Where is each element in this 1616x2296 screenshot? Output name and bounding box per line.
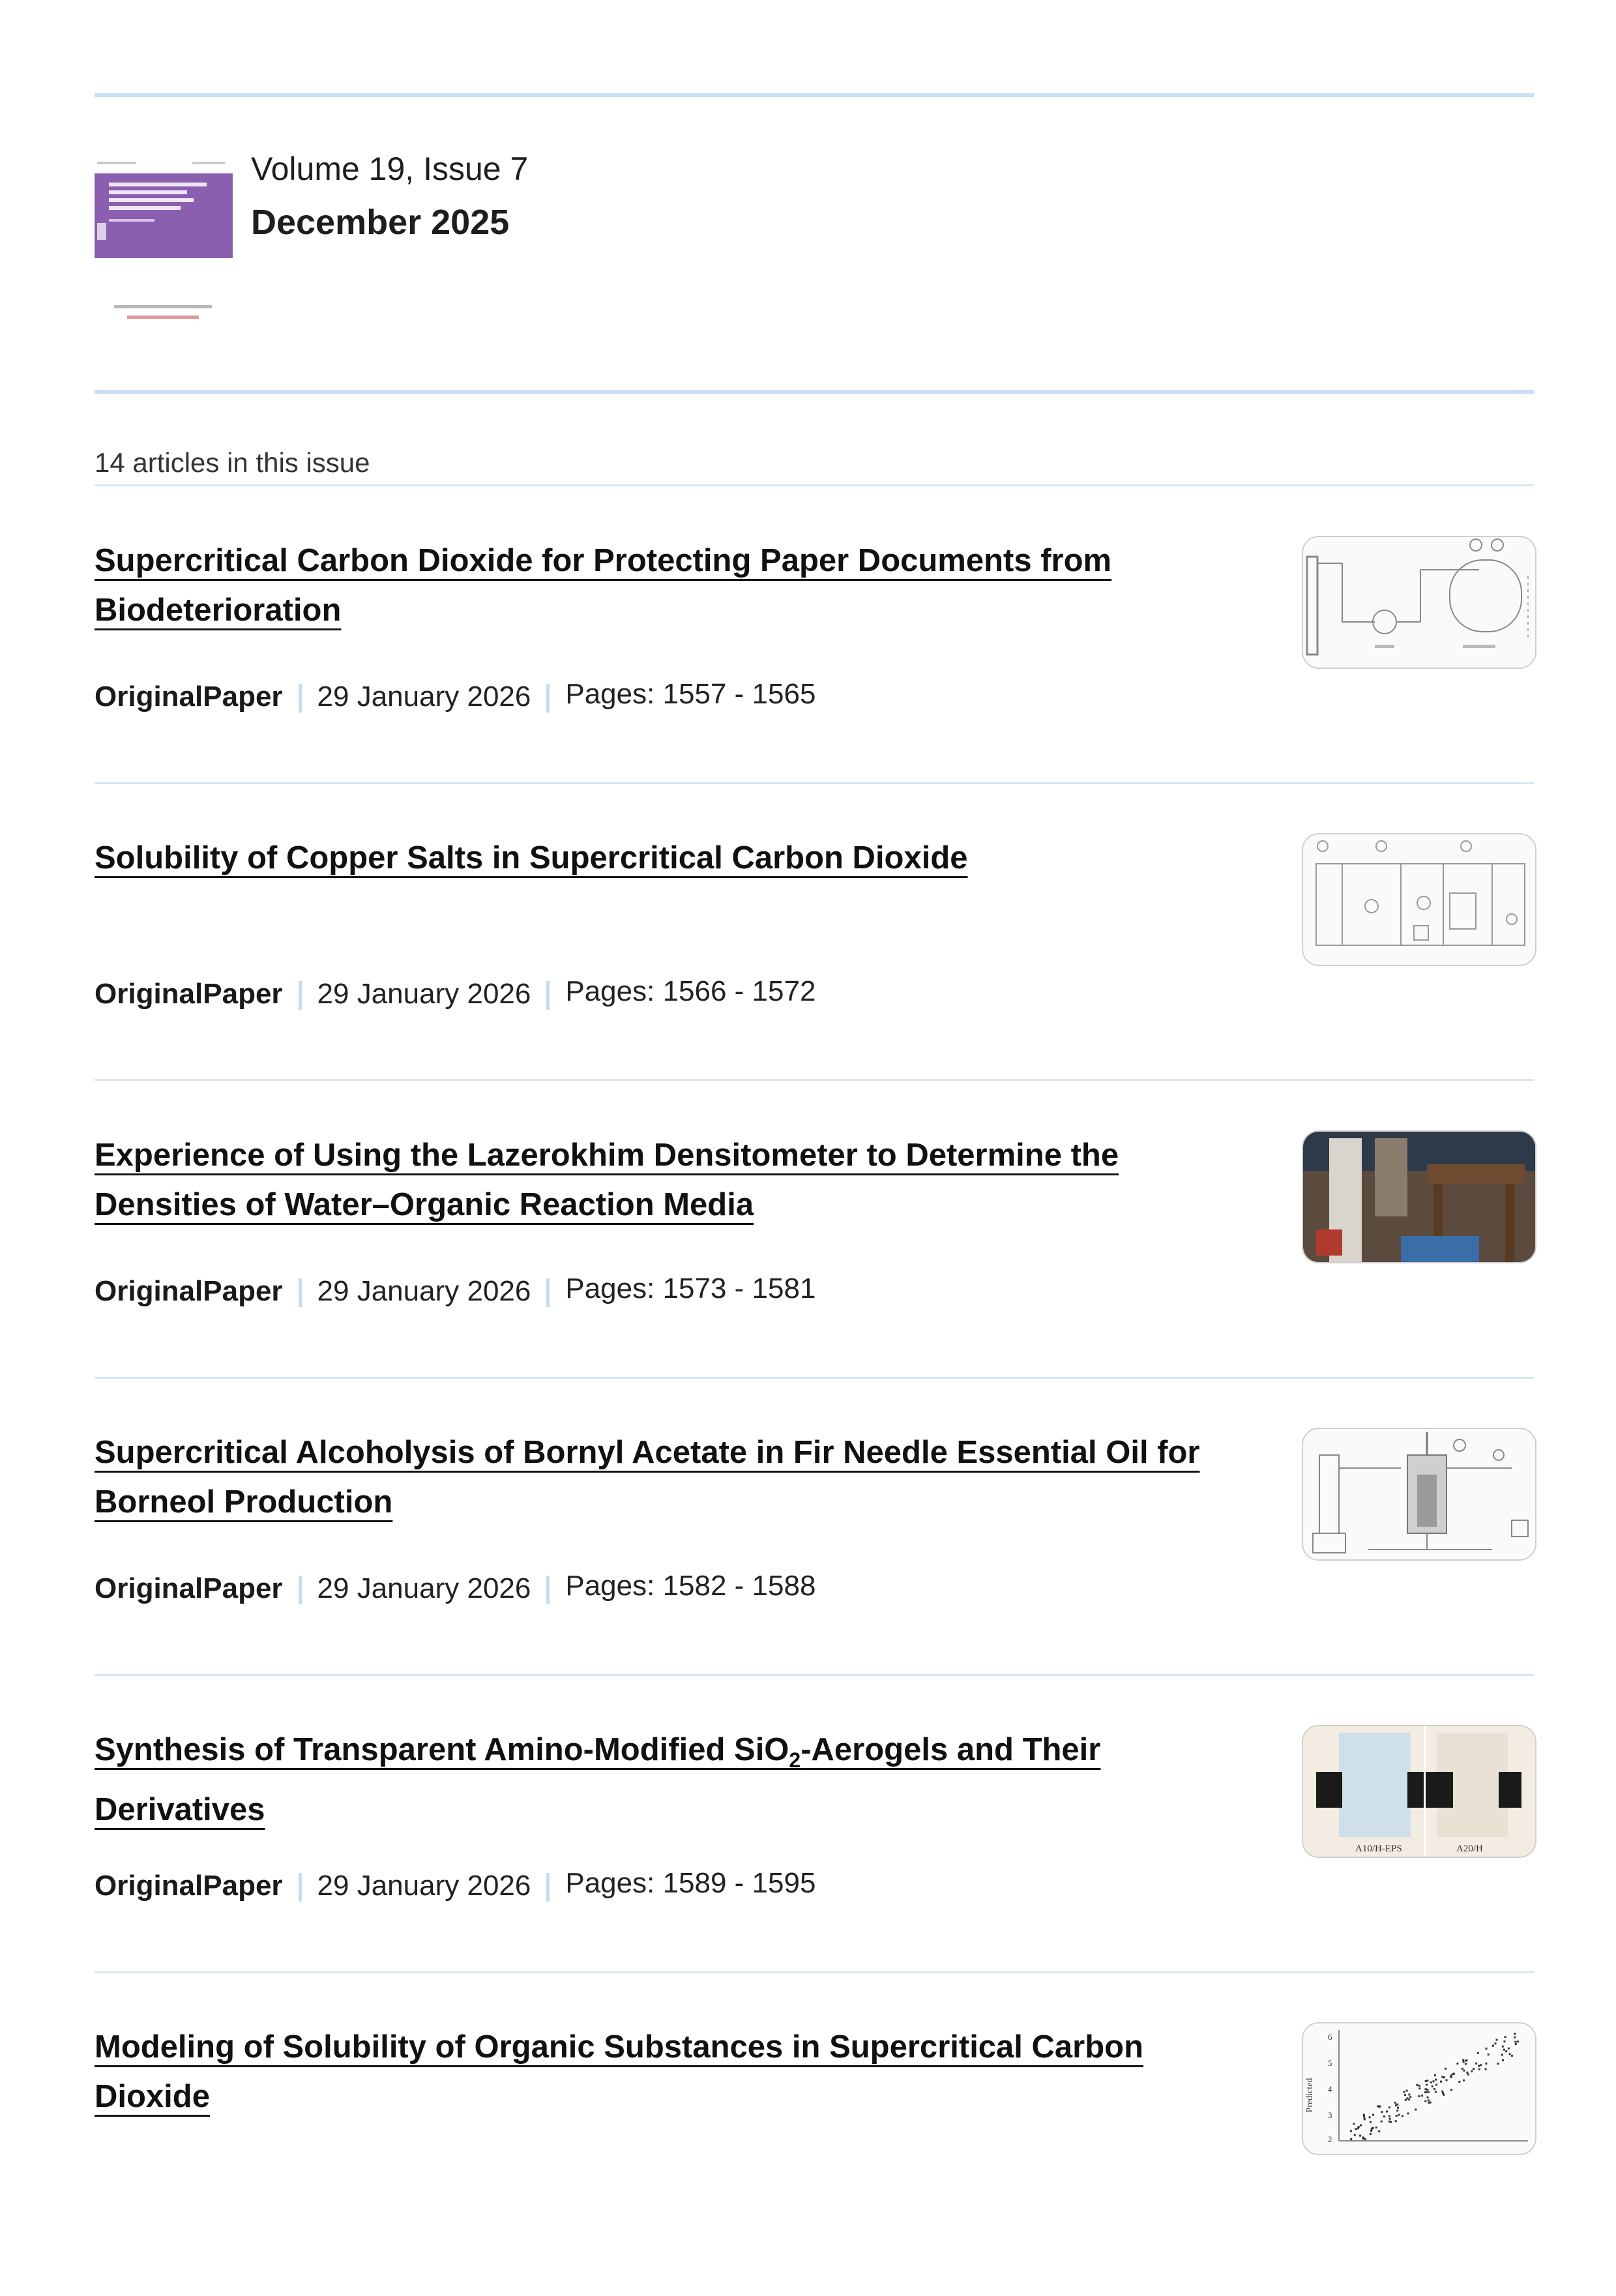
article-date: 29 January 2026 [317,681,531,713]
scatter-point [1514,2033,1516,2035]
article-date: 29 January 2026 [317,1870,531,1902]
svg-text:5: 5 [1328,2058,1332,2068]
scatter-point [1456,2063,1458,2065]
scatter-point [1505,2036,1506,2038]
article-title-link[interactable]: Supercritical Carbon Dioxide for Protecting Paper Documents from Biodeterioration [95,543,1112,628]
scatter-point [1466,2072,1468,2074]
scatter-point [1427,2097,1429,2098]
article-divider [95,1377,1534,1379]
scatter-point [1421,2095,1423,2097]
scatter-point [1426,2089,1428,2091]
scatter-point [1358,2126,1360,2128]
scatter-point [1353,2123,1355,2125]
article-date: 29 January 2026 [317,1275,531,1307]
scatter-point [1396,2104,1398,2106]
scatter-point [1458,2081,1460,2083]
scatter-point [1467,2074,1469,2076]
article-item [95,2022,1534,2296]
scatter-point [1424,2091,1426,2093]
article-title-link[interactable]: Experience of Using the Lazerokhim Densitometer to Determine the Densities of Water–Organic Reaction Media [95,1138,1119,1222]
issue-volume: Volume 19, Issue 7 [251,151,529,187]
header-divider [95,390,1534,394]
apparatus-diagram-thumbnail[interactable] [1302,536,1536,669]
scatter-plot-thumbnail[interactable] [1302,2022,1536,2155]
article-pages: Pages: 1557 - 1565 [565,678,816,710]
scatter-point [1428,2091,1430,2093]
article-title-link[interactable]: Supercritical Alcoholysis of Bornyl Acetate in Fir Needle Essential Oil for Borneol Production [95,1435,1200,1520]
scatter-point [1416,2084,1418,2086]
article-title-link[interactable]: Solubility of Copper Salts in Supercritical Carbon Dioxide [95,840,968,876]
scatter-point [1433,2080,1435,2082]
scatter-point [1370,2130,1372,2132]
scatter-point [1465,2063,1467,2065]
scatter-point [1430,2082,1432,2083]
article-title-link[interactable]: Synthesis of Transparent Amino-Modified SiO$_2$-Aerogels and Their Derivatives [95,1732,1101,1827]
scatter-point [1397,2107,1399,2109]
svg-text:2: 2 [1328,2134,1332,2144]
scatter-point [1462,2059,1464,2061]
scatter-point [1398,2114,1400,2116]
scatter-point [1381,2111,1383,2113]
scatter-point [1372,2127,1374,2129]
scatter-point [1364,2119,1366,2121]
issue-header [95,150,1534,332]
scatter-point [1495,2042,1497,2044]
article-pages: Pages: 1566 - 1572 [565,975,816,1007]
scatter-point [1383,2115,1385,2117]
article-date: 29 January 2026 [317,1572,531,1604]
article-meta [95,975,816,1010]
article-type: OriginalPaper [95,681,283,713]
scatter-point [1350,2130,1352,2132]
scatter-point [1503,2049,1505,2051]
article-pages: Pages: 1573 - 1581 [565,1273,816,1304]
scatter-point [1514,2037,1516,2038]
article-item [95,536,1534,810]
reactor-diagram-thumbnail[interactable] [1302,1428,1536,1561]
scatter-point [1388,2106,1390,2108]
scatter-point [1443,2076,1445,2078]
scatter-point [1441,2076,1443,2078]
scatter-point [1432,2085,1433,2087]
scatter-point [1452,2073,1454,2075]
scatter-point [1350,2138,1352,2140]
scatter-point [1408,2094,1410,2096]
article-type: OriginalPaper [95,1572,283,1604]
scatter-point [1426,2080,1428,2082]
article-meta [95,1572,815,1605]
scatter-point [1465,2059,1467,2061]
scatter-point [1473,2068,1475,2070]
scatter-point [1471,2070,1473,2072]
article-pages: Pages: 1582 - 1588 [565,1570,816,1602]
svg-text:4: 4 [1328,2084,1332,2094]
scatter-point [1450,2089,1452,2091]
scatter-point [1364,2138,1366,2140]
scatter-point [1355,2128,1357,2130]
scatter-point [1425,2080,1427,2082]
scatter-point [1514,2041,1516,2043]
scatter-point [1375,2127,1377,2128]
scatter-point [1402,2115,1403,2117]
scatter-point [1486,2048,1488,2050]
scatter-point [1360,2125,1362,2127]
scatter-point [1492,2045,1494,2047]
scatter-point [1370,2133,1372,2135]
article-item [95,1725,1534,1999]
scatter-point [1370,2121,1372,2123]
scatter-point [1388,2115,1390,2117]
scatter-point [1480,2064,1482,2066]
scatter-point [1362,2137,1364,2139]
svg-text:3: 3 [1328,2110,1332,2120]
article-divider [95,1971,1534,1973]
article-divider [95,1674,1534,1676]
svg-text:6: 6 [1328,2032,1332,2042]
scatter-point [1395,2120,1397,2122]
count-divider [95,484,1534,486]
article-count: 14 articles in this issue [95,447,370,478]
scatter-point [1426,2084,1428,2086]
scatter-point [1488,2053,1490,2055]
scatter-point [1485,2063,1487,2065]
scatter-point [1508,2048,1510,2050]
scatter-point [1403,2091,1405,2093]
article-meta [95,1867,816,1902]
scatter-point [1475,2063,1477,2065]
scatter-point [1496,2039,1498,2041]
scatter-point [1435,2079,1437,2081]
scatter-point [1418,2095,1420,2097]
scatter-point [1504,2040,1506,2042]
article-title-link[interactable]: Modeling of Solubility of Organic Substances in Supercritical Carbon Dioxide [95,2029,1144,2114]
scatter-point [1443,2094,1445,2096]
scatter-point [1394,2102,1396,2104]
scatter-point [1502,2046,1504,2048]
scatter-point [1396,2115,1398,2117]
article-type: OriginalPaper [95,978,283,1010]
scatter-point [1477,2052,1479,2054]
scatter-point [1515,2043,1517,2045]
scatter-point [1517,2040,1519,2042]
scatter-point [1418,2085,1420,2087]
article-meta [95,678,816,713]
aerogel-photo-thumbnail[interactable] [1302,1725,1536,1858]
scatter-point [1404,2094,1406,2096]
scatter-point [1425,2088,1427,2090]
scatter-point [1406,2090,1408,2092]
scatter-point [1433,2088,1435,2090]
scatter-point [1406,2097,1408,2099]
scatter-point [1388,2121,1390,2123]
scatter-point [1505,2050,1507,2052]
scatter-point [1381,2121,1383,2123]
scatter-point [1511,2055,1513,2057]
article-divider [95,782,1534,784]
scatter-point [1478,2065,1480,2067]
scatter-point [1446,2079,1448,2081]
scatter-point [1396,2110,1398,2112]
thumbnail-axis-label: Predicted [1305,2078,1315,2113]
scatter-point [1463,2070,1465,2072]
article-date: 29 January 2026 [317,978,531,1010]
thumbnail-label: A20/H [1456,1844,1483,1854]
scatter-point [1424,2100,1426,2102]
scatter-point [1359,2135,1361,2137]
scatter-point [1501,2054,1503,2056]
laboratory-photo-thumbnail[interactable] [1302,1130,1536,1263]
issue-date: December 2025 [251,203,510,242]
scatter-point [1462,2068,1463,2070]
scatter-point [1405,2099,1407,2101]
journal-cover-image[interactable] [95,156,233,329]
scatter-point [1372,2114,1374,2116]
scatter-point [1463,2080,1465,2082]
scatter-point [1409,2096,1411,2098]
article-type: OriginalPaper [95,1870,283,1902]
scatter-point [1502,2059,1504,2061]
scatter-point [1441,2091,1443,2093]
scatter-point [1354,2134,1356,2136]
scatter-point [1478,2068,1480,2070]
scatter-point [1434,2074,1436,2076]
scatter-point [1369,2116,1371,2118]
scatter-point [1485,2068,1487,2070]
scatter-point [1445,2068,1447,2070]
article-item [95,1428,1534,1701]
scatter-point [1408,2098,1410,2100]
scatter-point [1497,2063,1499,2065]
scatter-point [1377,2105,1379,2107]
scatter-point [1386,2111,1388,2113]
setup-schematic-thumbnail[interactable] [1302,833,1536,966]
article-item [95,833,1534,1107]
scatter-point [1378,2130,1380,2132]
scatter-point [1418,2087,1420,2089]
scatter-point [1509,2053,1511,2055]
scatter-point [1463,2061,1465,2063]
article-divider [95,1079,1534,1081]
scatter-point [1389,2118,1391,2120]
scatter-point [1440,2081,1442,2083]
scatter-point [1435,2083,1437,2085]
thumbnail-label: A10/H-EPS [1355,1844,1402,1854]
article-item [95,1130,1534,1404]
article-pages: Pages: 1589 - 1595 [565,1867,816,1899]
article-meta [95,1275,815,1308]
article-type: OriginalPaper [95,1275,283,1307]
scatter-point [1407,2113,1409,2115]
scatter-point [1415,2109,1417,2111]
scatter-point [1428,2100,1430,2102]
scatter-point [1450,2076,1452,2078]
scatter-point [1435,2091,1437,2093]
top-divider [95,93,1534,97]
scatter-point [1430,2102,1432,2104]
scatter-point [1363,2115,1365,2117]
